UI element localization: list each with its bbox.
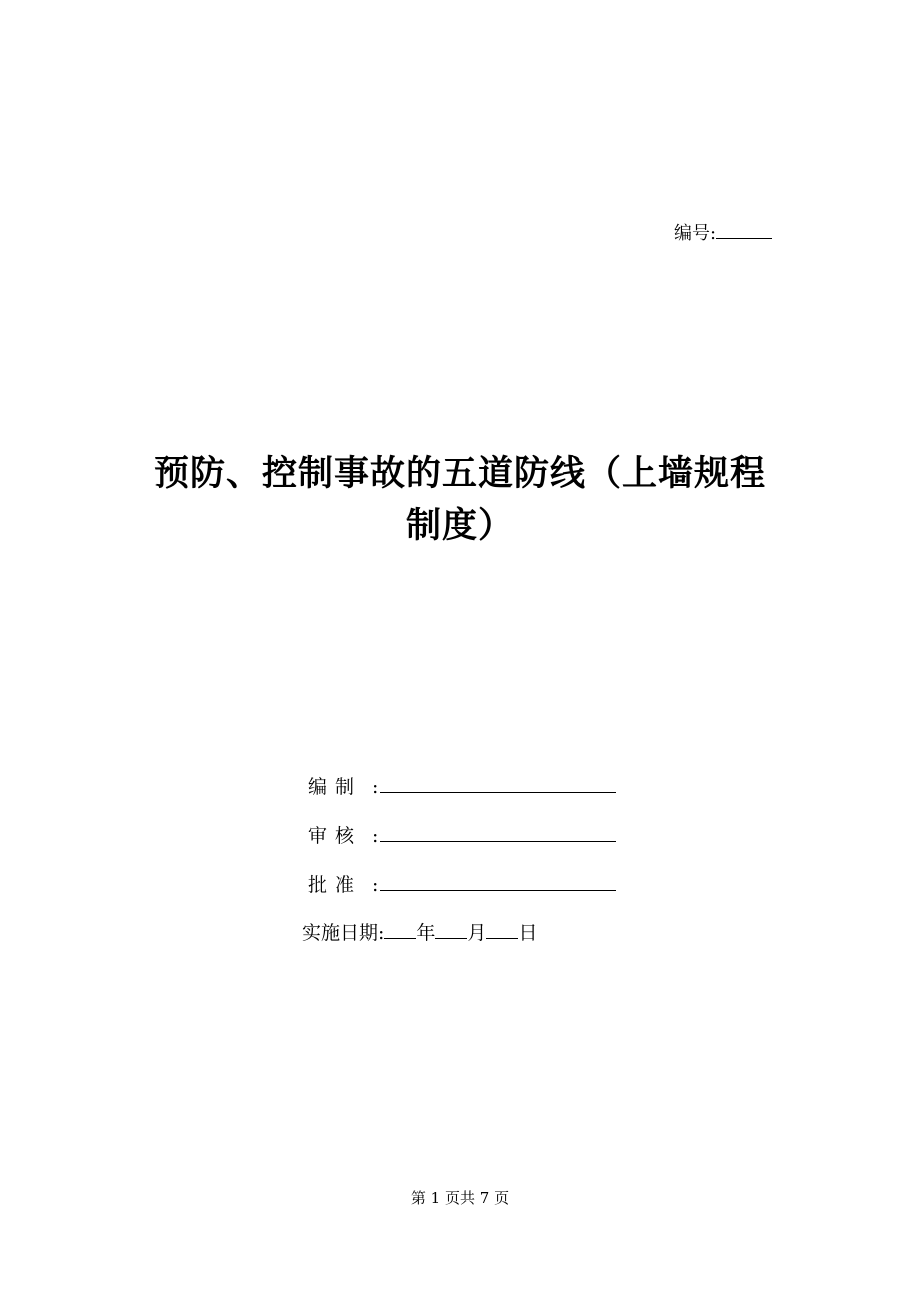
- page-footer: 第 1 页共 7 页: [410, 1189, 510, 1207]
- implementation-date: [302, 916, 537, 950]
- signature-row-compiler: [308, 770, 616, 819]
- title-line-1: 预防、控制事故的五道防线（上墙规程: [153, 453, 766, 494]
- implementation-date-label: 实施日期:: [302, 922, 385, 944]
- year-label: 年: [416, 922, 436, 944]
- month-blank: [435, 918, 467, 939]
- signature-colon: :: [372, 874, 379, 896]
- year-blank: [384, 918, 416, 939]
- title-line-2: 制度）: [405, 505, 514, 546]
- signature-label-approver: 批准: [308, 874, 363, 896]
- signature-block: [308, 770, 616, 917]
- day-label: 日: [518, 922, 538, 944]
- document-number-label: 编号:: [674, 223, 717, 244]
- month-label: 月: [467, 922, 487, 944]
- signature-colon: :: [372, 776, 379, 798]
- day-blank: [486, 918, 518, 939]
- signature-row-reviewer: [308, 819, 616, 868]
- signature-label-reviewer: 审核: [308, 825, 363, 847]
- signature-line-approver: [380, 870, 616, 891]
- signature-row-approver: [308, 868, 616, 917]
- document-number: [674, 220, 772, 247]
- signature-line-compiler: [380, 772, 616, 793]
- document-title: [100, 448, 820, 552]
- signature-colon: :: [372, 825, 379, 847]
- document-number-blank: [716, 220, 772, 239]
- signature-line-reviewer: [380, 821, 616, 842]
- signature-label-compiler: 编制: [308, 776, 363, 798]
